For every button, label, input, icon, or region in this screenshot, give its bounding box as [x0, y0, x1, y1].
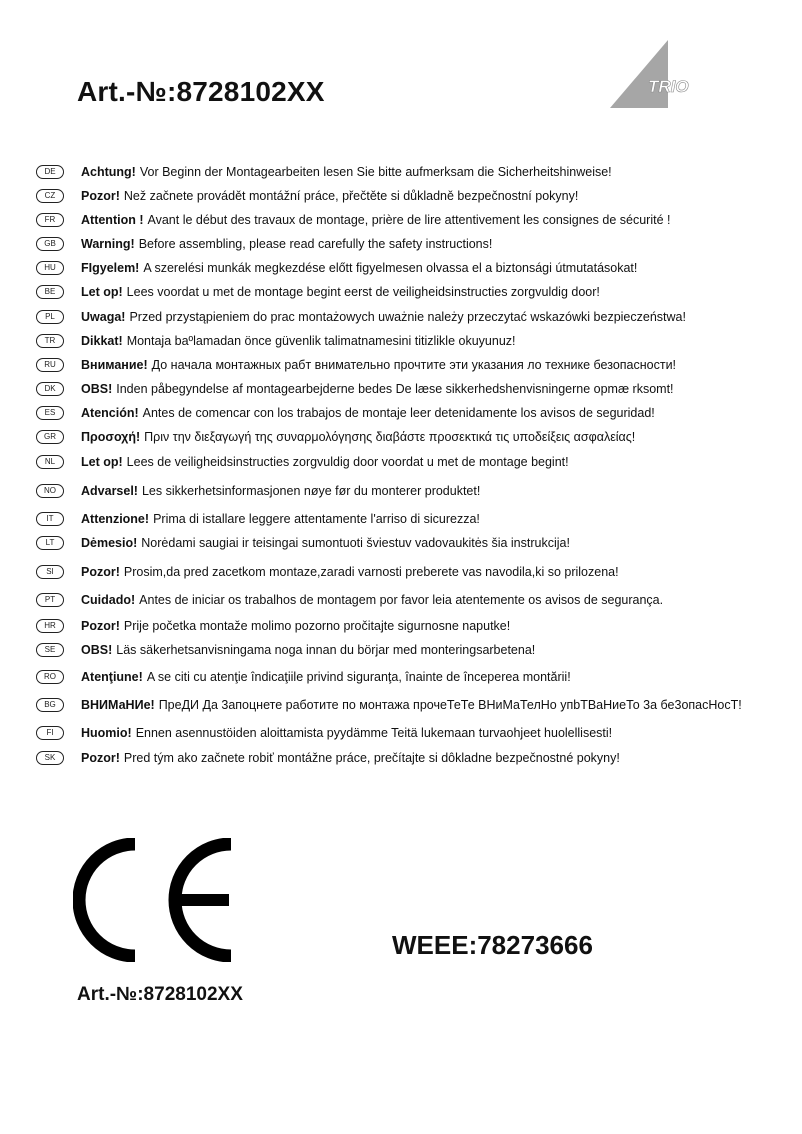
language-code-badge: PT	[36, 593, 64, 607]
warning-row	[36, 186, 578, 206]
warning-row	[36, 616, 510, 636]
warning-row	[36, 533, 570, 553]
warning-lead: Let op!	[81, 285, 123, 299]
warning-text: Prima di istallare leggere attentamente l'arriso di sicurezza!	[153, 512, 480, 526]
warning-row	[36, 234, 492, 254]
language-code-badge: HR	[36, 619, 64, 633]
warning-text: A se citi cu atenţie îndicaţiile privind siguranţa, înainte de începerea montării!	[146, 670, 571, 684]
warning-row	[36, 331, 516, 351]
warning-text: Vor Beginn der Montagearbeiten lesen Sie bitte aufmerksam die Sicherheitshinweise!	[139, 165, 612, 179]
warning-row	[36, 355, 676, 375]
warning-row	[36, 667, 571, 687]
warning-text: Než začnete provádět montážní práce, přečtěte si důkladně bezpečnostní pokyny!	[123, 189, 579, 203]
language-code-badge: SK	[36, 751, 64, 765]
language-code-badge: CZ	[36, 189, 64, 203]
warning-lead: ВНИМаНИе!	[81, 698, 155, 712]
language-code-badge: FI	[36, 726, 64, 740]
language-code-badge: IT	[36, 512, 64, 526]
warning-lead: Warning!	[81, 237, 135, 251]
warning-text: Lees de veiligheidsinstructies zorgvuldig door voordat u met de montage begint!	[126, 455, 569, 469]
warning-text: Lees voordat u met de montage begint eerst de veiligheidsinstructies zorgvuldig door!	[126, 285, 600, 299]
warning-text: Norėdami saugiai ir teisingai sumontuoti šviestuv vadovaukitės šia instrukcija!	[141, 536, 570, 550]
language-code-badge: BE	[36, 285, 64, 299]
warning-text: Avant le début des travaux de montage, prière de lire attentivement les consignes de sécurité !	[147, 213, 671, 227]
warning-row	[36, 282, 600, 302]
warning-text: Läs säkerhetsanvisningama noga innan du börjar med monteringsarbetena!	[116, 643, 536, 657]
language-code-badge: HU	[36, 261, 64, 275]
warning-lead: Pozor!	[81, 189, 120, 203]
warning-row	[36, 695, 742, 715]
warning-row	[36, 748, 620, 768]
warning-row	[36, 403, 655, 423]
warning-text: Ennen asennustöiden aloittamista pyydämme Teitä lukemaan turvaohjeet huolellisesti!	[135, 726, 613, 740]
article-number-footer: Art.-№:8728102XX	[77, 984, 243, 1005]
warning-row	[36, 162, 612, 182]
warning-lead: Huomio!	[81, 726, 132, 740]
language-code-badge: ES	[36, 406, 64, 420]
ce-mark-icon	[73, 838, 239, 962]
warning-row	[36, 427, 635, 447]
language-code-badge: RO	[36, 670, 64, 684]
warning-row	[36, 562, 619, 582]
warning-row	[36, 210, 670, 230]
warning-text: Inden påbegyndelse af montagearbejderne bedes De læse sikkerhedshenvisningerne opmæ rksomt!	[116, 382, 674, 396]
language-code-badge: GB	[36, 237, 64, 251]
warning-text: Before assembling, please read carefully the safety instructions!	[138, 237, 493, 251]
warning-row	[36, 590, 663, 610]
warning-lead: Внимание!	[81, 358, 148, 372]
warning-lead: Dikkat!	[81, 334, 123, 348]
language-code-badge: BG	[36, 698, 64, 712]
language-code-badge: GR	[36, 430, 64, 444]
language-code-badge: DE	[36, 165, 64, 179]
warning-text: Prosim,da pred zacetkom montaze,zaradi varnosti preberete vas navodila,ki so prilozena!	[123, 565, 619, 579]
language-code-badge: TR	[36, 334, 64, 348]
warning-row	[36, 307, 686, 327]
warning-lead: Advarsel!	[81, 484, 138, 498]
warning-text: Montaja baºlamadan önce güvenlik talimatnamesini titizlikle okuyunuz!	[126, 334, 516, 348]
weee-registration-number: WEEE:78273666	[392, 930, 593, 960]
warning-lead: Pozor!	[81, 751, 120, 765]
warning-lead: Προσοχή!	[81, 430, 141, 444]
trio-logo	[608, 40, 700, 110]
logo-text: TRIO	[648, 77, 689, 96]
warning-text: До начала монтажных рабт внимательно прочтите эти указания ло технике безопасности!	[151, 358, 677, 372]
warning-lead: Uwaga!	[81, 310, 126, 324]
warning-row	[36, 640, 535, 660]
warning-text: Πριν την διεξαγωγή της συναρμολόγησης διαβάστε προσεκτικά τις υποδείξεις ασφαλείας!	[144, 430, 636, 444]
warning-text: Przed przystąpieniem do prac montażowych uważnie należy przeczytać wskazówki bezpieczeństwa!	[129, 310, 686, 324]
language-code-badge: PL	[36, 310, 64, 324]
warning-row	[36, 258, 637, 278]
warning-lead: Pozor!	[81, 619, 120, 633]
language-code-badge: NO	[36, 484, 64, 498]
language-code-badge: NL	[36, 455, 64, 469]
warning-lead: Achtung!	[81, 165, 136, 179]
language-code-badge: SI	[36, 565, 64, 579]
warning-text: ПреДИ Да 3апоцнете работите по монтажа прочеТеТе ВНиМаТелНо упbТВаНиеТо 3а бе3опасНосТ!	[158, 698, 742, 712]
warning-row	[36, 509, 480, 529]
warning-text: A szerelési munkák megkezdése előtt figyelmesen olvassa el a biztonsági útmutatásokat!	[143, 261, 638, 275]
warning-text: Prije početka montaže molimo pozorno pročitajte sigurnosne naputke!	[123, 619, 511, 633]
language-code-badge: DK	[36, 382, 64, 396]
warning-row	[36, 481, 480, 501]
warning-lead: Attenzione!	[81, 512, 150, 526]
language-code-badge: FR	[36, 213, 64, 227]
trio-logo-icon	[608, 40, 700, 110]
warning-text: Antes de iniciar os trabalhos de montagem por favor leia atentemente os avisos de segurança.	[139, 593, 664, 607]
language-code-badge: SE	[36, 643, 64, 657]
warning-lead: Dėmesio!	[81, 536, 138, 550]
warning-row	[36, 723, 612, 743]
warning-text: Pred tým ako začnete robiť montážne práce, prečítajte si dôkladne bezpečnostné pokyny!	[123, 751, 620, 765]
warning-lead: Atención!	[81, 406, 139, 420]
language-code-badge: LT	[36, 536, 64, 550]
warning-lead: Atenţiune!	[81, 670, 143, 684]
warning-text: Les sikkerhetsinformasjonen nøye før du monterer produktet!	[141, 484, 481, 498]
warning-lead: Let op!	[81, 455, 123, 469]
warning-lead: OBS!	[81, 382, 113, 396]
warning-lead: Pozor!	[81, 565, 120, 579]
warning-lead: Attention !	[81, 213, 144, 227]
warning-lead: Cuidado!	[81, 593, 136, 607]
warning-text: Antes de comencar con los trabajos de montaje leer detenidamente los avisos de seguridad!	[142, 406, 655, 420]
warning-row	[36, 379, 674, 399]
article-number-heading: Art.-№:8728102XX	[77, 76, 325, 107]
warning-lead: OBS!	[81, 643, 113, 657]
warning-lead: FIgyelem!	[81, 261, 140, 275]
warning-row	[36, 452, 569, 472]
language-code-badge: RU	[36, 358, 64, 372]
